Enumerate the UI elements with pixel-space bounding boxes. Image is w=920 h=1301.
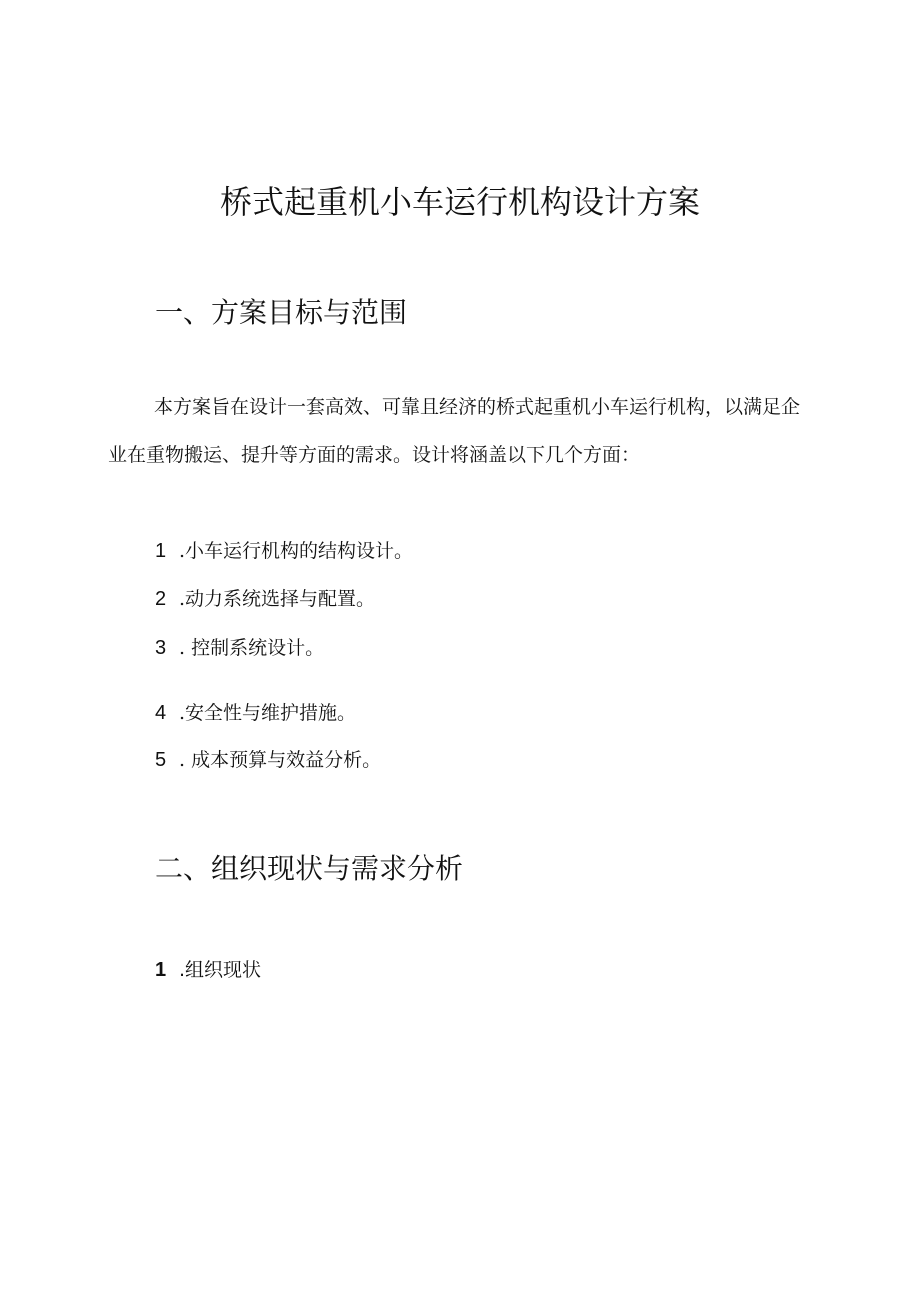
list-item bbox=[155, 537, 413, 565]
list-item-number: 5 bbox=[155, 749, 167, 771]
section-heading-2: 二、组织现状与需求分析 bbox=[155, 852, 464, 885]
list-item-text: .动力系统选择与配置。 bbox=[179, 588, 376, 610]
list-item-text: .小车运行机构的结构设计。 bbox=[179, 540, 414, 562]
list-item bbox=[155, 634, 324, 662]
list-item-number: 3 bbox=[155, 637, 167, 659]
subsection-number: 1 bbox=[155, 959, 167, 981]
list-item-text: .安全性与维护措施。 bbox=[179, 702, 357, 724]
section-heading-1: 一、方案目标与范围 bbox=[155, 296, 408, 329]
list-item bbox=[155, 699, 356, 727]
document-title: 桥式起重机小车运行机构设计方案 bbox=[219, 183, 700, 221]
section-1-paragraph bbox=[108, 383, 818, 479]
list-item-text: . 控制系统设计。 bbox=[179, 637, 325, 659]
list-item bbox=[155, 585, 375, 613]
list-item-number: 1 bbox=[155, 540, 167, 562]
list-item bbox=[155, 746, 381, 774]
paragraph-text: 本方案旨在设计一套高效、可靠且经济的桥式起重机小车运行机构，以满足企业在重物搬运、提升等方面的需求。设计将涵盖以下几个方面： bbox=[108, 396, 801, 466]
list-item-number: 2 bbox=[155, 588, 167, 610]
list-item-number: 4 bbox=[155, 702, 167, 724]
subsection-heading bbox=[155, 956, 261, 984]
subsection-text: .组织现状 bbox=[179, 959, 262, 981]
list-item-text: . 成本预算与效益分析。 bbox=[179, 749, 382, 771]
